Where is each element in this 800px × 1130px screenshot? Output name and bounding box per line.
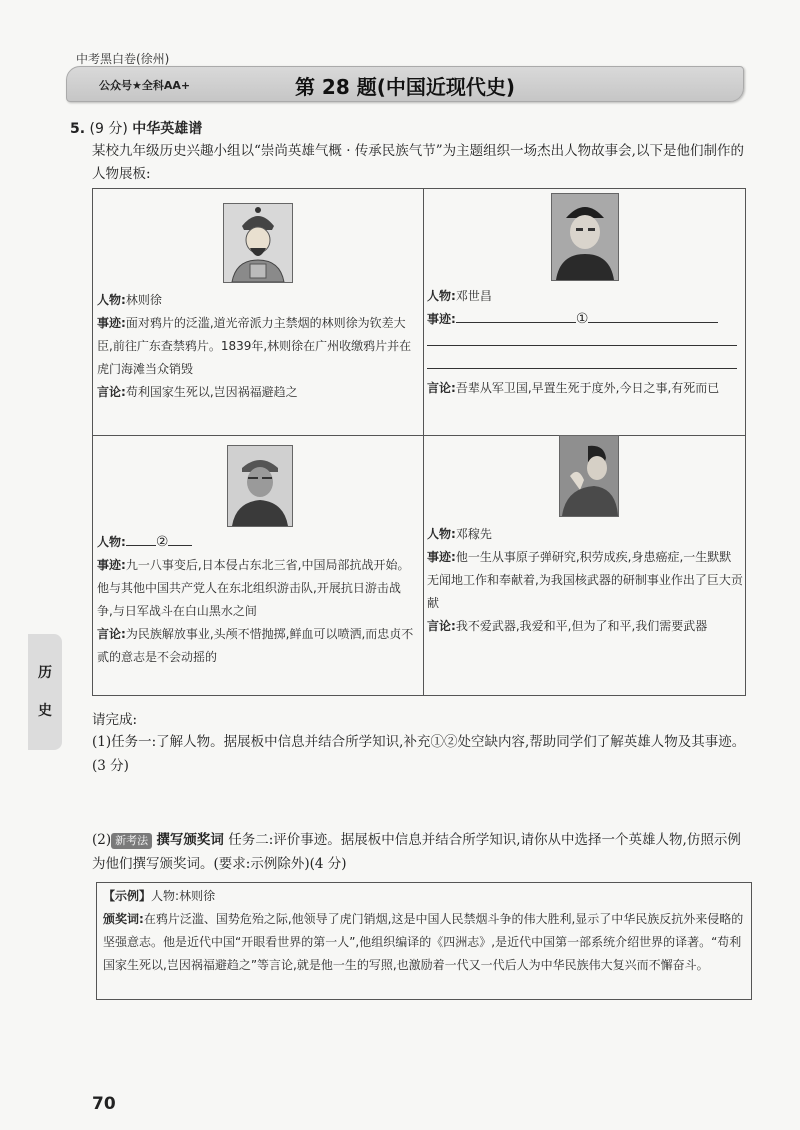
portrait-deng-shichang-image — [552, 194, 618, 280]
question-intro: 某校九年级历史兴趣小组以“崇尚英雄气概 · 传承民族气节”为主题组织一场杰出人物故事会,以下是他们制作的人物展板: — [92, 143, 744, 182]
publisher-tag: 公众号★全科AA+ — [99, 79, 191, 92]
example-box: 【示例】人物:林则徐 颁奖词:在鸦片泛滥、国势危殆之际,他领导了虎门销烟,这是中国人民禁烟斗争的伟大胜利,显示了中华民族反抗外来侵略的坚强意志。他是近代中国“开眼看世界的第一人”,他组织编译的《四洲志》,是近代中国第一部系统介绍世界的译著。“苟利国家生死以,岂因祸福避趋之”等言论,就是他一生的写照,也激励着一代又一代后人为中华民族伟大复兴而不懈奋斗。 — [96, 882, 752, 1000]
deeds-line: 事迹:九一八事变后,日本侵占东北三省,中国局部抗战开始。他与其他中国共产党人在东北组织游击队,开展抗日游击战争,与日军战斗在白山黑水之间 — [97, 558, 410, 618]
task-2: (2) 新考法 撰写颁奖词 任务二:评价事迹。据展板中信息并结合所学知识,请你从中选择一个英雄人物,仿照示例为他们撰写颁奖词。(要求:示例除外)(4 分) — [92, 832, 741, 872]
book-title: 中考黑白卷(徐州) — [76, 52, 170, 66]
board-divider-vertical — [423, 189, 424, 695]
example-person: 林则徐 — [179, 889, 216, 903]
quote-text: 为民族解放事业,头颅不惜抛掷,鲜血可以喷洒,而忠贞不贰的意志是不会动摇的 — [97, 627, 414, 664]
subject-side-tab: 历 史 — [28, 634, 62, 750]
deeds-line: 事迹:他一生从事原子弹研究,积劳成疾,身患癌症,一生默默无闻地工作和奉献着,为我国核武器的研制事业作出了巨大贡献 — [427, 550, 743, 610]
cell-deng-shichang — [427, 285, 743, 400]
question-score: (9 分) — [89, 121, 128, 137]
deeds-text: 他一生从事原子弹研究,积劳成疾,身患癌症,一生默默无闻地工作和奉献着,为我国核武器的研制事业作出了巨大贡献 — [427, 550, 743, 610]
quote-text: 我不爱武器,我爱和平,但为了和平,我们需要武器 — [455, 619, 708, 633]
cell-hero-2 — [97, 531, 415, 669]
blank-mark-2: ② — [155, 534, 169, 550]
portrait-lin-zexu — [223, 203, 293, 283]
page-number: 70 — [92, 1094, 116, 1114]
task-2-text: 任务二:评价事迹。据展板中信息并结合所学知识,请你从中选择一个英雄人物,仿照示例为他们撰写颁奖词。(要求:示例除外)(4 分) — [92, 832, 741, 872]
quote-line: 言论:为民族解放事业,头颅不惜抛掷,鲜血可以喷洒,而忠贞不贰的意志是不会动摇的 — [97, 627, 414, 664]
person-line: 人物:邓世昌 — [427, 289, 492, 303]
task-1: (1)任务一:了解人物。据展板中信息并结合所学知识,补充①②处空缺内容,帮助同学们了解英雄人物及其事迹。(3 分) — [92, 734, 746, 774]
section-header — [66, 66, 744, 102]
person-line: 人物: ② — [97, 531, 415, 554]
board-divider-horizontal — [93, 435, 745, 436]
deeds-line: 事迹:面对鸦片的泛滥,道光帝派力主禁烟的林则徐为钦差大臣,前往广东查禁鸦片。1839年,林则徐在广州收缴鸦片并在虎门海滩当众销毁 — [97, 316, 412, 376]
please-complete: 请完成: — [92, 712, 138, 728]
new-method-tag: 新考法 — [111, 833, 152, 849]
quote-text: 苟利国家生死以,岂因祸福避趋之 — [125, 385, 298, 399]
question-number: 5. — [70, 121, 86, 137]
example-award-text: 在鸦片泛滥、国势危殆之际,他领导了虎门销烟,这是中国人民禁烟斗争的伟大胜利,显示了中华民族反抗外来侵略的坚强意志。他是近代中国“开眼看世界的第一人”,他组织编译的《四洲志》,是近代中国第一部系统介绍世界的译著。“苟利国家生死以,岂因祸福避趋之”等言论,就是他一生的写照,也激励着一代又一代后人为中华民族伟大复兴而不懈奋斗。 — [103, 912, 744, 972]
person-name: 邓稼先 — [455, 527, 492, 541]
portrait-hero-2-image — [228, 446, 292, 526]
portrait-deng-jiaxian-image — [560, 436, 618, 516]
person-name: 林则徐 — [125, 293, 162, 307]
deeds-text: 面对鸦片的泛滥,道光帝派力主禁烟的林则徐为钦差大臣,前往广东查禁鸦片。1839年,林则徐在广州收缴鸦片并在虎门海滩当众销毁 — [97, 316, 412, 376]
blank-mark-1: ① — [575, 311, 589, 327]
question-heading — [70, 118, 202, 138]
cell-lin-zexu — [97, 289, 415, 404]
portrait-deng-shichang — [551, 193, 619, 281]
task-2-type: 撰写颁奖词 — [156, 832, 224, 848]
cell-deng-jiaxian — [427, 523, 743, 638]
person-name: 邓世昌 — [455, 289, 492, 303]
quote-text: 吾辈从军卫国,早置生死于度外,今日之事,有死而已 — [455, 381, 720, 395]
example-label: 【示例】 — [103, 889, 152, 903]
portrait-lin-zexu-image — [224, 204, 292, 282]
person-line: 人物:林则徐 — [97, 293, 162, 307]
person-line: 人物:邓稼先 — [427, 527, 492, 541]
quote-line: 言论:苟利国家生死以,岂因祸福避趋之 — [97, 385, 298, 399]
quote-line: 言论:我不爱武器,我爱和平,但为了和平,我们需要武器 — [427, 619, 708, 633]
deeds-text: 九一八事变后,日本侵占东北三省,中国局部抗战开始。他与其他中国共产党人在东北组织游击队,开展抗日游击战争,与日军战斗在白山黑水之间 — [97, 558, 410, 618]
section-title: 第 28 题(中国近现代史) — [294, 75, 516, 99]
hero-board — [92, 188, 746, 696]
portrait-deng-jiaxian — [559, 435, 619, 517]
question-title: 中华英雄谱 — [132, 121, 203, 137]
deeds-line: 事迹: ① — [427, 308, 743, 331]
portrait-hero-2 — [227, 445, 293, 527]
quote-line: 言论:吾辈从军卫国,早置生死于度外,今日之事,有死而已 — [427, 381, 720, 395]
